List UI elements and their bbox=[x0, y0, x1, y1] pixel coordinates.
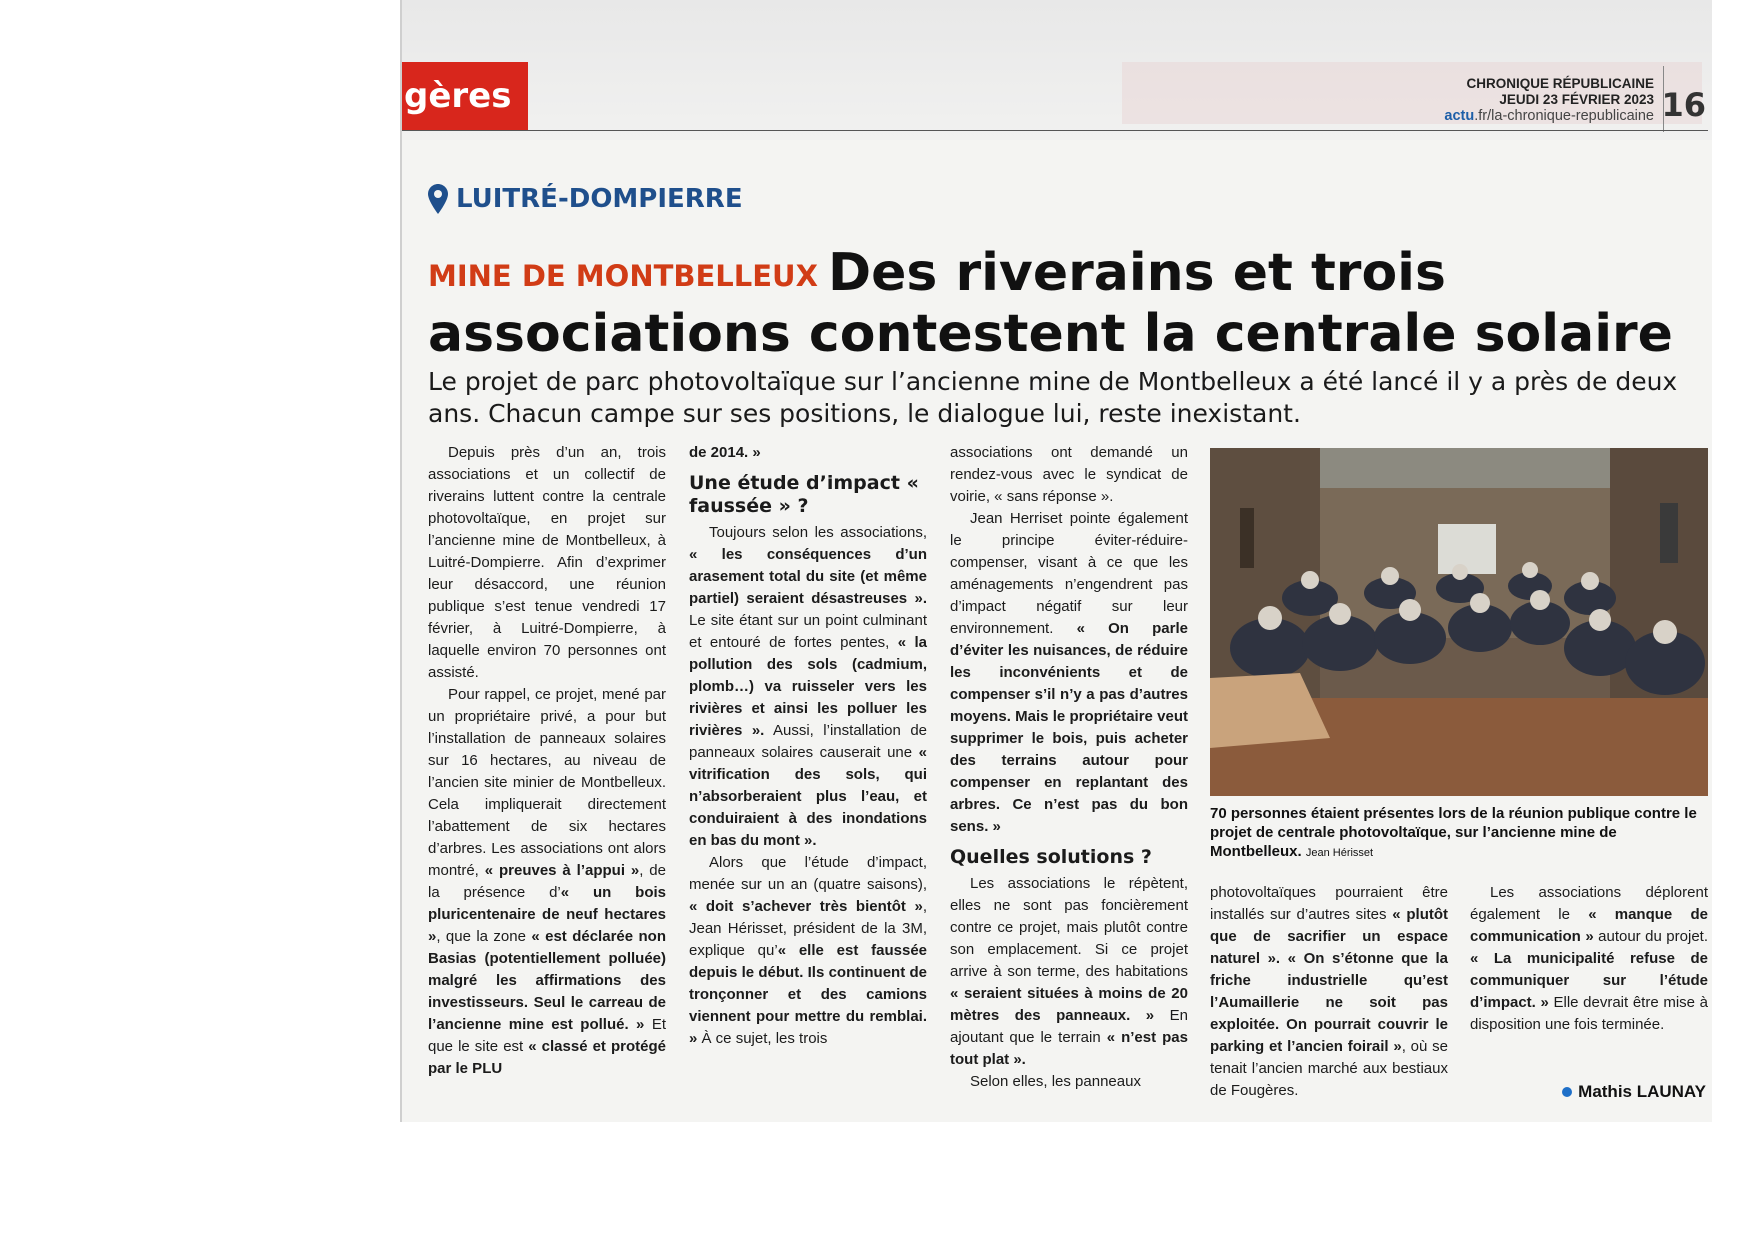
meeting-photo bbox=[1210, 448, 1708, 796]
paragraph: associations ont demandé un rendez-vous avec le syndicat de voirie, « sans réponse ». bbox=[950, 444, 1188, 505]
headline-text: Des riverains et trois associations contestent la centrale solaire bbox=[428, 243, 1673, 364]
photo-caption bbox=[1210, 804, 1708, 863]
subheading: Une étude d’impact « faussée » ? bbox=[689, 472, 919, 517]
paragraph: Les associations déplorent également le « manque de communication » autour du projet. « La municipalité refuse de communiquer sur l’étude d’impact. » Elle devrait être mise à disposition une fois terminée. bbox=[1470, 884, 1708, 1033]
url-brand: actu bbox=[1444, 108, 1475, 124]
meeting-room-image bbox=[1210, 448, 1708, 796]
headline bbox=[428, 244, 1688, 363]
location-pin-icon bbox=[428, 184, 448, 214]
paragraph: Jean Herriset pointe également le principe éviter-réduire-compenser, visant à ce que les aménagements n’engendrent pas d’impact négatif sur leur environnement. « On parle d’éviter les nuisances, de réduire les inconvénients et de compenser s’il n’y a pas d’autres moyens. Mais le propriétaire veut supprimer le bois, puis acheter des terrains autour pour compenser en replantant des arbres. Ce n’est pas du bon sens. » bbox=[950, 510, 1188, 835]
url-path: .fr/la-chronique-republicaine bbox=[1474, 108, 1654, 124]
author-name: Mathis LAUNAY bbox=[1578, 1082, 1706, 1101]
subheading: Quelles solutions ? bbox=[950, 846, 1152, 868]
issue-date: JEUDI 23 FÉVRIER 2023 bbox=[1499, 92, 1654, 107]
paragraph: photovoltaïques pourraient être installés sur d’autres sites « plutôt que de sacrifier un espace naturel ». « On s’étonne que la friche industrielle qu’est l’Aumaillerie ne soit pas exploitée. On pourrait couvrir le parking et l’ancien foirail », où se tenait l’ancien marché aux bestiaux de Fougères. bbox=[1210, 884, 1449, 1099]
newspaper-name: CHRONIQUE RÉPUBLICAINE bbox=[1466, 76, 1654, 91]
section-tag: gères bbox=[402, 62, 528, 130]
photo-credit: Jean Hérisset bbox=[1305, 847, 1374, 859]
location-name: LUITRÉ-DOMPIERRE bbox=[456, 184, 743, 214]
website-url bbox=[1444, 108, 1654, 124]
header-rule bbox=[402, 130, 1708, 131]
kicker: MINE DE MONTBELLEUX bbox=[428, 259, 818, 293]
page-number: 16 bbox=[1661, 86, 1706, 124]
article-column-4 bbox=[1210, 882, 1448, 1102]
article-column-2 bbox=[689, 442, 927, 1050]
paragraph: Depuis près d’un an, trois associations et un collectif de riverains luttent contre la centrale photovoltaïque, en projet sur l’ancienne mine de Montbelleux, à Luitré-Dompierre. Afin d’exprimer leur désaccord, une réunion publique s’est tenue vendredi 17 février, à Luitré-Dompierre, à laquelle environ 70 personnes ont assisté. bbox=[428, 444, 666, 681]
caption-text: 70 personnes étaient présentes lors de la réunion publique contre le projet de centrale photovoltaïque, sur l’ancienne mine de Montbelleux. bbox=[1210, 805, 1697, 860]
paragraph: Selon elles, les panneaux bbox=[970, 1073, 1141, 1090]
bullet-dot-icon bbox=[1562, 1087, 1572, 1097]
paragraph: Toujours selon les associations, « les conséquences d’un arasement total du site (et même partiel) seraient désastreuses ». Le site étant sur un point culminant et entouré de fortes pentes, « la pollution des sols (cadmium, plomb…) va ruisseler vers les rivières et ainsi les polluer les rivières ». Aussi, l’installation de panneaux solaires causerait une « vitrification des sols, qui n’absorberaient plus l’eau, et conduiraient à des inondations en bas du mont ». bbox=[689, 524, 927, 849]
newspaper-page bbox=[400, 0, 1712, 1122]
lead-paragraph: Le projet de parc photovoltaïque sur l’ancienne mine de Montbelleux a été lancé il y a près de deux ans. Chacun campe sur ses positions, le dialogue lui, reste inexistant. bbox=[428, 367, 1678, 428]
paragraph: Les associations le répètent, elles ne sont pas foncièrement contre ce projet, mais plutôt contre son emplacement. Si ce projet arrive à son terme, des habitations « seraient situées à moins de 20 mètres des panneaux. » En ajoutant que le terrain « n’est pas tout plat ». bbox=[950, 875, 1189, 1068]
location-line bbox=[428, 184, 743, 214]
author-signature bbox=[1562, 1082, 1706, 1102]
paragraph: Alors que l’étude d’impact, menée sur un an (quatre saisons), « doit s’achever très bientôt », Jean Hérisset, président de la 3M, explique qu’« elle est faussée depuis le début. Ils continuent de tronçonner et des camions viennent pour mettre du remblai. » À ce sujet, les trois bbox=[689, 854, 928, 1047]
article-column-1 bbox=[428, 442, 666, 1080]
article-column-5 bbox=[1470, 882, 1708, 1036]
paragraph: de 2014. » bbox=[689, 444, 761, 461]
paragraph: Pour rappel, ce projet, mené par un propriétaire privé, a pour but l’installation de panneaux solaires sur 16 hectares, au niveau de l’ancien site minier de Montbelleux. Cela impliquerait directement l’abattement de six hectares d’arbres. Les associations ont alors montré, « preuves à l’appui », de la présence d’« un bois pluricentenaire de neuf hectares », que la zone « est déclarée non Basias (potentiellement polluée) malgré les affirmations des investisseurs. Seul le carreau de l’ancienne mine est pollué. » Et que le site est « classé et protégé par le PLU bbox=[428, 686, 666, 1077]
article-column-3 bbox=[950, 442, 1188, 1093]
masthead bbox=[1444, 76, 1654, 124]
